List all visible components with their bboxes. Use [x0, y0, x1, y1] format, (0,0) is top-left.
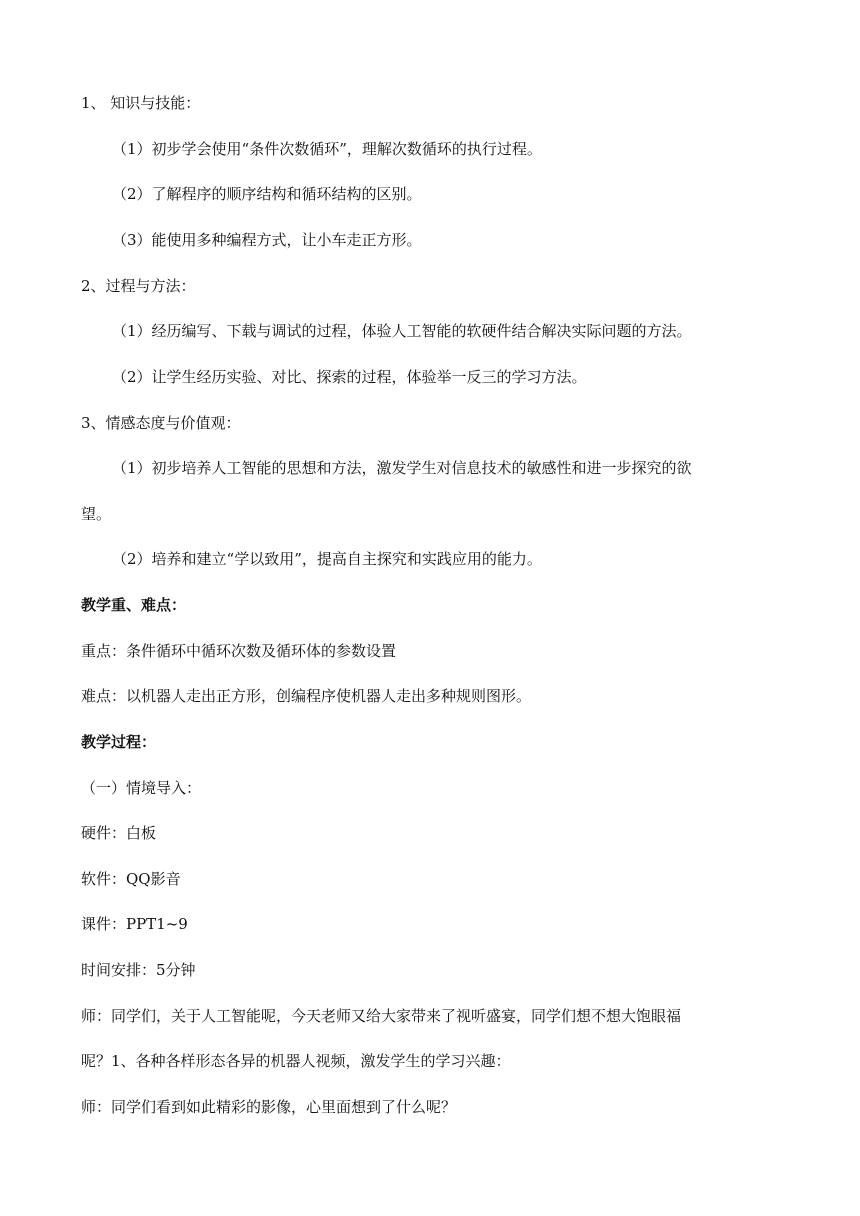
attitude-item-1-line-1: （1）初步培养人工智能的思想和方法，激发学生对信息技术的敏感性和进一步探究的欲 — [112, 459, 692, 477]
process-item-1: （1）经历编写、下载与调试的过程，体验人工智能的软硬件结合解决实际问题的方法。 — [112, 322, 692, 340]
attitude-item-2: （2）培养和建立“学以致用”，提高自主探究和实践应用的能力。 — [112, 550, 542, 568]
software-line: 软件：QQ影音 — [81, 870, 181, 888]
time-line: 时间安排：5分钟 — [81, 961, 196, 979]
courseware-line: 课件：PPT1~9 — [81, 915, 188, 933]
knowledge-heading: 1、 知识与技能： — [81, 94, 201, 112]
section-1-heading: （一）情境导入： — [81, 779, 202, 797]
attitude-item-1-line-2: 望。 — [81, 505, 112, 523]
knowledge-item-2: （2）了解程序的顺序结构和循环结构的区别。 — [112, 185, 422, 203]
process-item-2: （2）让学生经历实验、对比、探索的过程，体验举一反三的学习方法。 — [112, 368, 587, 386]
knowledge-item-1: （1）初步学会使用“条件次数循环”，理解次数循环的执行过程。 — [112, 140, 542, 158]
key-points-heading: 教学重、难点： — [81, 596, 187, 614]
teacher-line-1: 师：同学们，关于人工智能呢，今天老师又给大家带来了视听盛宴，同学们想不想大饱眼福 — [81, 1007, 682, 1025]
knowledge-item-3: （3）能使用多种编程方式，让小车走正方形。 — [112, 231, 422, 249]
hardware-line: 硬件：白板 — [81, 824, 157, 842]
teacher-line-3: 师：同学们看到如此精彩的影像，心里面想到了什么呢？ — [81, 1098, 457, 1116]
process-heading: 2、过程与方法： — [81, 277, 196, 295]
key-point: 重点：条件循环中循环次数及循环体的参数设置 — [81, 642, 397, 660]
difficult-point: 难点：以机器人走出正方形，创编程序使机器人走出多种规则图形。 — [81, 687, 532, 705]
teacher-line-2: 呢？1、各种各样形态各异的机器人视频，激发学生的学习兴趣： — [81, 1052, 511, 1070]
attitude-heading: 3、情感态度与价值观： — [81, 414, 241, 432]
teaching-process-heading: 教学过程： — [81, 733, 157, 751]
